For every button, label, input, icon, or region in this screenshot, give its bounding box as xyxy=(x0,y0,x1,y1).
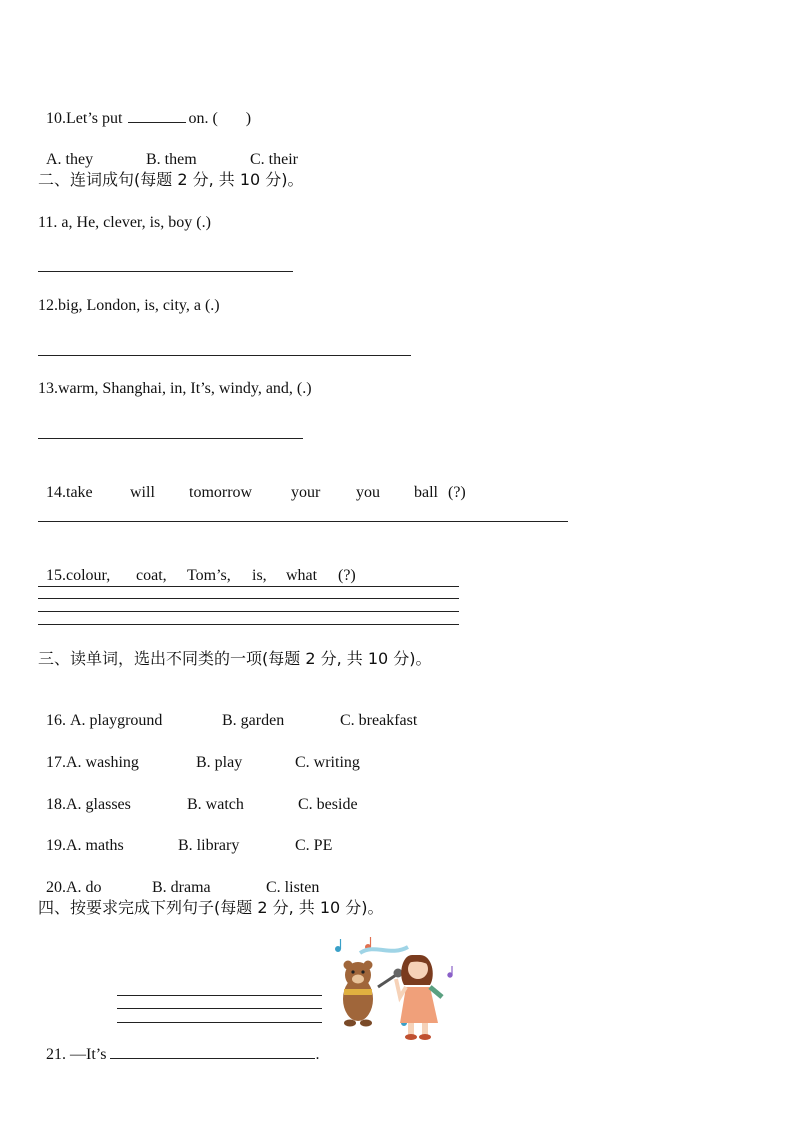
q17-option-b: B. play xyxy=(196,754,243,771)
q15-answer-line[interactable] xyxy=(38,611,459,612)
q20-option-c: C. listen xyxy=(266,879,320,896)
question-18 xyxy=(38,775,358,815)
q10-option-a: A. they xyxy=(46,151,94,168)
question-19 xyxy=(38,816,332,856)
q19-option-a: A. maths xyxy=(66,837,124,854)
q21-answer-line[interactable] xyxy=(117,995,322,996)
q15-word: coat, xyxy=(136,567,167,584)
q10-option-b: B. them xyxy=(146,151,197,168)
q15-answer-line[interactable] xyxy=(38,586,459,587)
q16-option-a: A. playground xyxy=(70,712,163,729)
q14-word: will xyxy=(130,484,155,501)
q17-option-a: A. washing xyxy=(66,754,139,771)
q18-option-b: B. watch xyxy=(187,796,244,813)
question-20 xyxy=(38,858,319,898)
q10-blank[interactable] xyxy=(128,108,186,123)
q15-word: what xyxy=(286,567,318,584)
q21-answer-line[interactable] xyxy=(117,1008,322,1009)
q16-option-b: B. garden xyxy=(222,712,285,729)
question-13: 13.warm, Shanghai, in, It’s, windy, and, (.) xyxy=(38,380,312,397)
q20-option-a: A. do xyxy=(66,879,102,896)
q16-number: 16. xyxy=(46,712,70,729)
q11-answer-line[interactable] xyxy=(38,271,293,272)
section-2-heading: 二、连词成句(每题 2 分, 共 10 分)。 xyxy=(38,170,304,189)
question-15 xyxy=(38,546,356,586)
q10-options xyxy=(38,130,298,170)
q18-option-a: A. glasses xyxy=(66,796,131,813)
q19-option-b: B. library xyxy=(178,837,240,854)
question-17 xyxy=(38,733,360,773)
q14-answer-line[interactable] xyxy=(38,521,568,522)
section-3-heading: 三、读单词，选出不同类的一项(每题 2 分, 共 10 分)。 xyxy=(38,649,432,668)
q15-answer-line[interactable] xyxy=(38,624,459,625)
question-11: 11. a, He, clever, is, boy (.) xyxy=(38,214,211,231)
q15-word: is, xyxy=(252,567,267,584)
q20-option-b: B. drama xyxy=(152,879,211,896)
q15-answer-line[interactable] xyxy=(38,598,459,599)
q20-number: 20. xyxy=(46,879,66,896)
question-12: 12.big, London, is, city, a (.) xyxy=(38,297,220,314)
q19-number: 19. xyxy=(46,837,66,854)
q18-option-c: C. beside xyxy=(298,796,358,813)
q18-number: 18. xyxy=(46,796,66,813)
q14-word: tomorrow xyxy=(189,484,253,501)
music-ribbon-icon xyxy=(360,947,408,953)
section-4-heading: 四、按要求完成下列句子(每题 2 分, 共 10 分)。 xyxy=(38,898,384,917)
q15-word: (?) xyxy=(338,567,356,584)
q21-suffix: . xyxy=(315,1046,320,1063)
q10-option-c: C. their xyxy=(250,151,298,168)
q21-answer-blank[interactable] xyxy=(110,1046,315,1059)
singing-illustration xyxy=(330,935,462,1043)
q14-word: you xyxy=(356,484,380,501)
q15-word: 15.colour, xyxy=(46,567,111,584)
q17-option-c: C. writing xyxy=(295,754,360,771)
question-16 xyxy=(38,691,417,731)
q14-word: 14.take xyxy=(46,484,93,501)
q12-answer-line[interactable] xyxy=(38,355,411,356)
question-10 xyxy=(38,88,251,129)
q10-stem-after: on. ( ) xyxy=(188,110,252,127)
bear-icon xyxy=(343,961,373,1027)
q19-option-c: C. PE xyxy=(295,837,333,854)
q13-answer-line[interactable] xyxy=(38,438,303,439)
q21-prefix: 21. —It’s xyxy=(46,1046,111,1063)
q10-stem-before: 10.Let’s put xyxy=(46,110,127,127)
q14-word: your xyxy=(291,484,321,501)
girl-icon xyxy=(396,955,442,1040)
question-14 xyxy=(38,463,466,503)
q17-number: 17. xyxy=(46,754,66,771)
q15-word: Tom’s, xyxy=(187,567,231,584)
q21-answer-line[interactable] xyxy=(117,1022,322,1023)
q14-word: ball xyxy=(414,484,438,501)
q16-option-c: C. breakfast xyxy=(340,712,418,729)
question-21 xyxy=(38,1025,319,1065)
q14-word: (?) xyxy=(448,484,466,501)
